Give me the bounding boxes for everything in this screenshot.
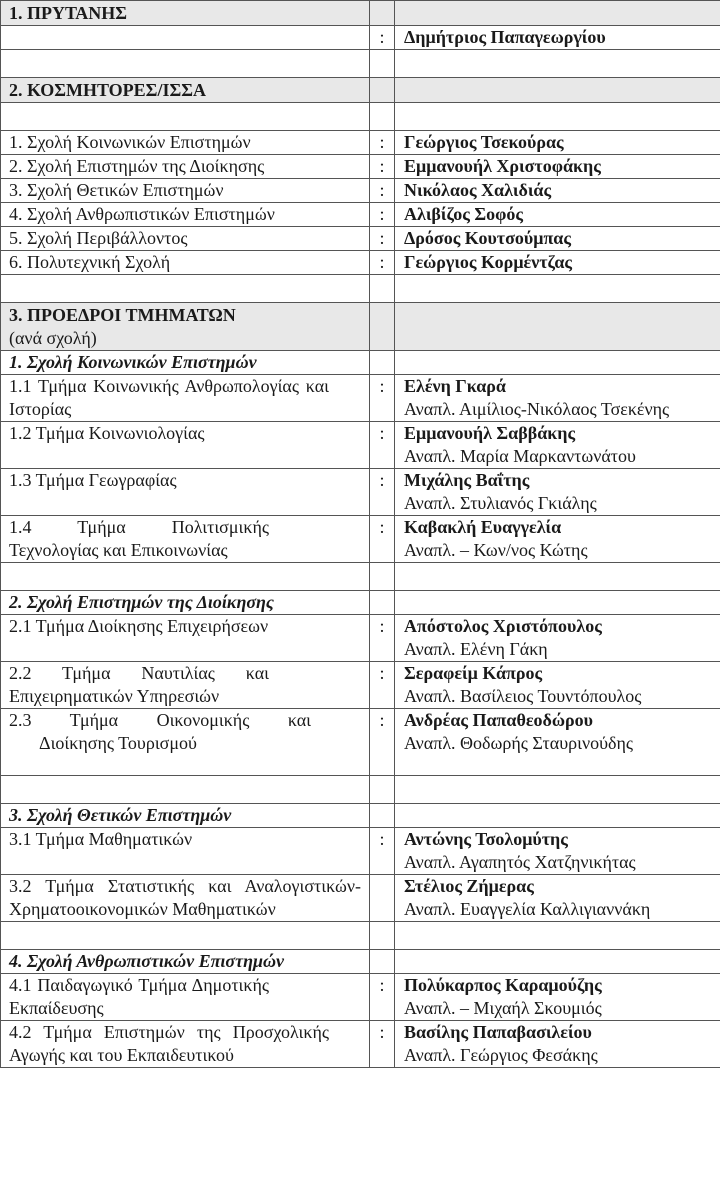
school-title: 3. Σχολή Θετικών Επιστημών bbox=[1, 804, 370, 828]
dean-name: Αλιβίζος Σοφός bbox=[395, 203, 720, 227]
school-title: 4. Σχολή Ανθρωπιστικών Επιστημών bbox=[1, 950, 370, 974]
table-row bbox=[1, 469, 720, 516]
chair-name: Πολύκαρπος Καραμούζης bbox=[404, 975, 602, 995]
table-row bbox=[1, 227, 720, 251]
chair-name: Εμμανουήλ Σαββάκης bbox=[404, 423, 576, 443]
deputy-name: Αναπλ. – Μιχαήλ Σκουμιός bbox=[404, 998, 602, 1018]
deputy-name: Αναπλ. Μαρία Μαρκαντωνάτου bbox=[404, 446, 636, 466]
colon bbox=[370, 875, 395, 922]
school-name: 5. Σχολή Περιβάλλοντος bbox=[1, 227, 370, 251]
school-name: 6. Πολυτεχνική Σχολή bbox=[1, 251, 370, 275]
dean-name: Δρόσος Κουτσούμπας bbox=[395, 227, 720, 251]
department-name: 3.1 Τμήμα Μαθηματικών bbox=[1, 828, 370, 875]
deputy-name: Αναπλ. Ελένη Γάκη bbox=[404, 639, 548, 659]
table-row bbox=[1, 709, 720, 776]
colon: : bbox=[370, 155, 395, 179]
deputy-name: Αναπλ. Αιμίλιος-Νικόλαος Τσεκένης bbox=[404, 399, 670, 419]
deputy-name: Αναπλ. Βασίλειος Τουντόπουλος bbox=[404, 686, 642, 706]
deputy-name: Αναπλ. – Κων/νος Κώτης bbox=[404, 540, 588, 560]
colon: : bbox=[370, 131, 395, 155]
dean-name: Γεώργιος Κορμέντζας bbox=[395, 251, 720, 275]
chair-name: Στέλιος Ζήμερας bbox=[404, 876, 534, 896]
chair-name: Ελένη Γκαρά bbox=[404, 376, 506, 396]
colon: : bbox=[370, 422, 395, 469]
department-name: 2.3 Τμήμα Οικονομικής και bbox=[9, 710, 311, 730]
table-row bbox=[1, 131, 720, 155]
school-subheader bbox=[1, 591, 720, 615]
department-name: 1.2 Τμήμα Κοινωνιολογίας bbox=[1, 422, 370, 469]
department-name: 2.1 Τμήμα Διοίκησης Επιχειρήσεων bbox=[1, 615, 370, 662]
chair-name: Καβακλή Ευαγγελία bbox=[404, 517, 562, 537]
table-row bbox=[1, 375, 720, 422]
section-header-chairs bbox=[1, 303, 720, 351]
department-name: 4.1 Παιδαγωγικό Τμήμα Δημοτικής Εκπαίδευσης bbox=[1, 974, 370, 1021]
school-title: 1. Σχολή Κοινωνικών Επιστημών bbox=[1, 351, 370, 375]
table-row bbox=[1, 828, 720, 875]
table-row bbox=[1, 203, 720, 227]
department-name: 3.2 Τμήμα Στατιστικής και Αναλογιστικών- Χρηματοοικονομικών Μαθηματικών bbox=[1, 875, 370, 922]
school-name: 2. Σχολή Επιστημών της Διοίκησης bbox=[1, 155, 370, 179]
table-row bbox=[1, 662, 720, 709]
colon: : bbox=[370, 974, 395, 1021]
deputy-name: Αναπλ. Στυλιανός Γκιάλης bbox=[404, 493, 597, 513]
school-title: 2. Σχολή Επιστημών της Διοίκησης bbox=[1, 591, 370, 615]
chair-name: Σεραφείμ Κάπρος bbox=[404, 663, 543, 683]
chair-name: Βασίλης Παπαβασιλείου bbox=[404, 1022, 592, 1042]
deputy-name: Αναπλ. Ευαγγελία Καλλιγιαννάκη bbox=[404, 899, 651, 919]
table-row bbox=[1, 26, 720, 50]
section-title: 2. ΚΟΣΜΗΤΟΡΕΣ/ΙΣΣΑ bbox=[1, 78, 370, 103]
school-subheader bbox=[1, 950, 720, 974]
school-name: 4. Σχολή Ανθρωπιστικών Επιστημών bbox=[1, 203, 370, 227]
dean-name: Γεώργιος Τσεκούρας bbox=[395, 131, 720, 155]
section-subtitle: (ανά σχολή) bbox=[9, 328, 97, 348]
rector-name: Δημήτριος Παπαγεωργίου bbox=[395, 26, 720, 50]
section-title: 1. ΠΡΥΤΑΝΗΣ bbox=[1, 1, 370, 26]
colon: : bbox=[370, 516, 395, 563]
deputy-name: Αναπλ. Αγαπητός Χατζηνικήτας bbox=[404, 852, 636, 872]
colon: : bbox=[370, 1021, 395, 1068]
chair-name: Απόστολος Χριστόπουλος bbox=[404, 616, 602, 636]
table-row bbox=[1, 251, 720, 275]
chair-name: Μιχάλης Βαΐτης bbox=[404, 470, 530, 490]
section-header-rector bbox=[1, 1, 720, 26]
department-name: 2.2 Τμήμα Ναυτιλίας και Επιχειρηματικών Υπηρεσιών bbox=[1, 662, 370, 709]
department-name: 1.4 Τμήμα Πολιτισμικής Τεχνολογίας και Επικοινωνίας bbox=[1, 516, 370, 563]
colon: : bbox=[370, 375, 395, 422]
deputy-name: Αναπλ. Γεώργιος Φεσάκης bbox=[404, 1045, 598, 1065]
colon: : bbox=[370, 469, 395, 516]
department-name: 1.1 Τμήμα Κοινωνικής Ανθρωπολογίας και Ιστορίας bbox=[1, 375, 370, 422]
department-name: 1.3 Τμήμα Γεωγραφίας bbox=[1, 469, 370, 516]
colon: : bbox=[370, 179, 395, 203]
colon: : bbox=[370, 203, 395, 227]
department-name: 4.2 Τμήμα Επιστημών της Προσχολικής Αγωγής και του Εκπαιδευτικού bbox=[1, 1021, 370, 1068]
table-row bbox=[1, 1021, 720, 1068]
dean-name: Νικόλαος Χαλιδιάς bbox=[395, 179, 720, 203]
colon: : bbox=[370, 26, 395, 50]
deputy-name: Αναπλ. Θοδωρής Σταυρινούδης bbox=[404, 733, 634, 753]
school-subheader bbox=[1, 804, 720, 828]
colon: : bbox=[370, 662, 395, 709]
colon: : bbox=[370, 709, 395, 776]
school-subheader bbox=[1, 351, 720, 375]
dean-name: Εμμανουήλ Χριστοφάκης bbox=[395, 155, 720, 179]
department-name-cont: Διοίκησης Τουρισμού bbox=[39, 733, 197, 753]
section-title: 3. ΠΡΟΕΔΡΟΙ ΤΜΗΜΑΤΩΝ bbox=[9, 305, 236, 325]
section-header-deans bbox=[1, 78, 720, 103]
table-row bbox=[1, 179, 720, 203]
table-row bbox=[1, 422, 720, 469]
school-name: 3. Σχολή Θετικών Επιστημών bbox=[1, 179, 370, 203]
chair-name: Ανδρέας Παπαθεοδώρου bbox=[404, 710, 594, 730]
colon: : bbox=[370, 251, 395, 275]
chair-name: Αντώνης Τσολομύτης bbox=[404, 829, 568, 849]
table-row bbox=[1, 615, 720, 662]
colon: : bbox=[370, 615, 395, 662]
table-row bbox=[1, 155, 720, 179]
table-row bbox=[1, 875, 720, 922]
table-row bbox=[1, 974, 720, 1021]
school-name: 1. Σχολή Κοινωνικών Επιστημών bbox=[1, 131, 370, 155]
colon: : bbox=[370, 227, 395, 251]
table-row bbox=[1, 516, 720, 563]
colon: : bbox=[370, 828, 395, 875]
